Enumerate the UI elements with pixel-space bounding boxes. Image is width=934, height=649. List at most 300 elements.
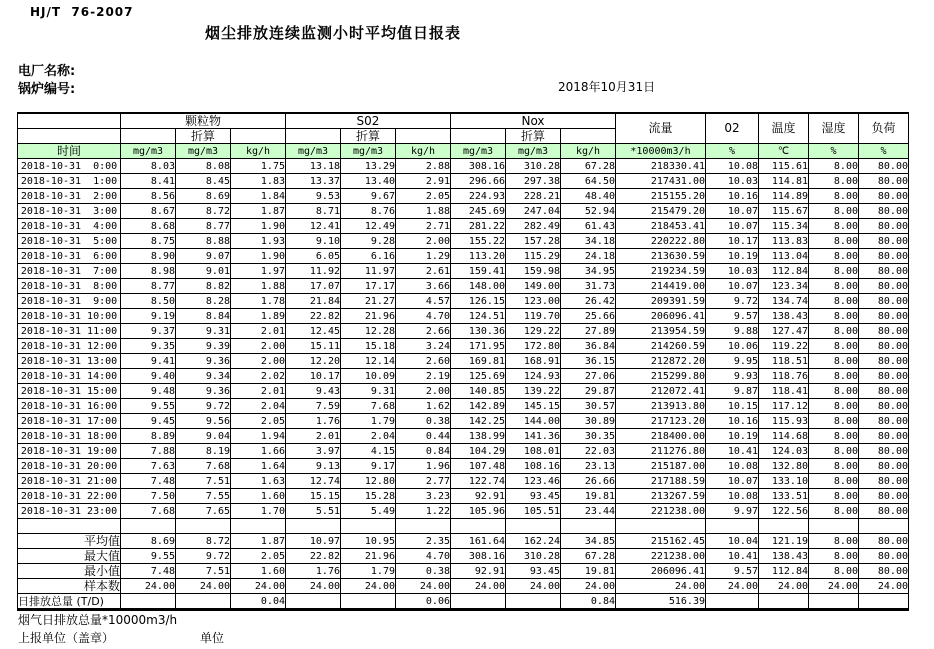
value-cell: 7.63 xyxy=(121,459,176,474)
value-cell: 5.49 xyxy=(341,504,396,519)
time-cell: 2018-10-31 21:00 xyxy=(18,474,121,489)
value-cell: 171.95 xyxy=(451,339,506,354)
value-cell: 7.48 xyxy=(121,474,176,489)
value-cell: 1.97 xyxy=(231,264,286,279)
value-cell: 9.17 xyxy=(341,459,396,474)
value-cell: 1.96 xyxy=(396,459,451,474)
value-cell: 114.81 xyxy=(759,174,809,189)
value-cell: 80.00 xyxy=(859,234,909,249)
summary-value-cell: 24.00 xyxy=(341,579,396,594)
value-cell: 7.68 xyxy=(176,459,231,474)
header-unit: % xyxy=(706,144,759,159)
summary-value-cell: 1.79 xyxy=(341,564,396,579)
value-cell: 27.89 xyxy=(561,324,616,339)
value-cell: 1.87 xyxy=(231,204,286,219)
value-cell: 15.11 xyxy=(286,339,341,354)
value-cell: 124.03 xyxy=(759,444,809,459)
data-row xyxy=(18,429,909,444)
value-cell: 296.66 xyxy=(451,174,506,189)
value-cell: 6.16 xyxy=(341,249,396,264)
value-cell: 8.00 xyxy=(809,234,859,249)
summary-value-cell: 24.00 xyxy=(706,579,759,594)
value-cell: 10.07 xyxy=(706,204,759,219)
summary-value-cell xyxy=(121,594,176,610)
value-cell: 10.16 xyxy=(706,189,759,204)
value-cell: 9.55 xyxy=(121,399,176,414)
value-cell: 1.64 xyxy=(231,459,286,474)
value-cell: 2.04 xyxy=(231,399,286,414)
value-cell: 80.00 xyxy=(859,279,909,294)
spacer-cell xyxy=(809,519,859,534)
value-cell: 26.66 xyxy=(561,474,616,489)
value-cell: 3.23 xyxy=(396,489,451,504)
value-cell: 9.40 xyxy=(121,369,176,384)
value-cell: 0.44 xyxy=(396,429,451,444)
spacer-cell xyxy=(341,519,396,534)
value-cell: 9.37 xyxy=(121,324,176,339)
value-cell: 10.41 xyxy=(706,444,759,459)
summary-value-cell: 8.00 xyxy=(809,564,859,579)
value-cell: 217431.00 xyxy=(616,174,706,189)
value-cell: 155.22 xyxy=(451,234,506,249)
value-cell: 2.02 xyxy=(231,369,286,384)
value-cell: 80.00 xyxy=(859,489,909,504)
value-cell: 219234.59 xyxy=(616,264,706,279)
value-cell: 93.45 xyxy=(506,489,561,504)
header-empty-cell xyxy=(121,129,176,144)
value-cell: 115.93 xyxy=(759,414,809,429)
value-cell: 218400.00 xyxy=(616,429,706,444)
value-cell: 3.66 xyxy=(396,279,451,294)
value-cell: 13.37 xyxy=(286,174,341,189)
data-row xyxy=(18,489,909,504)
value-cell: 138.43 xyxy=(759,309,809,324)
time-cell: 2018-10-31 17:00 xyxy=(18,414,121,429)
value-cell: 80.00 xyxy=(859,399,909,414)
value-cell: 61.43 xyxy=(561,219,616,234)
value-cell: 21.84 xyxy=(286,294,341,309)
value-cell: 209391.59 xyxy=(616,294,706,309)
value-cell: 113.20 xyxy=(451,249,506,264)
value-cell: 2.01 xyxy=(286,429,341,444)
value-cell: 9.04 xyxy=(176,429,231,444)
value-cell: 144.00 xyxy=(506,414,561,429)
value-cell: 8.98 xyxy=(121,264,176,279)
value-cell: 11.97 xyxy=(341,264,396,279)
summary-value-cell: 92.91 xyxy=(451,564,506,579)
data-row xyxy=(18,249,909,264)
value-cell: 10.19 xyxy=(706,249,759,264)
value-cell: 9.72 xyxy=(706,294,759,309)
value-cell: 122.56 xyxy=(759,504,809,519)
value-cell: 8.00 xyxy=(809,414,859,429)
value-cell: 213954.59 xyxy=(616,324,706,339)
value-cell: 218453.41 xyxy=(616,219,706,234)
value-cell: 140.85 xyxy=(451,384,506,399)
summary-value-cell xyxy=(341,594,396,610)
value-cell: 80.00 xyxy=(859,354,909,369)
data-row xyxy=(18,369,909,384)
value-cell: 10.08 xyxy=(706,489,759,504)
value-cell: 8.19 xyxy=(176,444,231,459)
header-empty-cell xyxy=(396,129,451,144)
spacer-cell xyxy=(18,519,121,534)
data-row xyxy=(18,384,909,399)
value-cell: 168.91 xyxy=(506,354,561,369)
value-cell: 67.28 xyxy=(561,159,616,174)
value-cell: 8.77 xyxy=(176,219,231,234)
value-cell: 8.00 xyxy=(809,219,859,234)
value-cell: 1.75 xyxy=(231,159,286,174)
value-cell: 23.44 xyxy=(561,504,616,519)
summary-value-cell: 24.00 xyxy=(506,579,561,594)
summary-value-cell xyxy=(809,594,859,610)
data-row xyxy=(18,234,909,249)
value-cell: 8.00 xyxy=(809,174,859,189)
summary-value-cell: 8.72 xyxy=(176,534,231,549)
summary-value-cell: 10.41 xyxy=(706,549,759,564)
value-cell: 26.42 xyxy=(561,294,616,309)
summary-value-cell: 310.28 xyxy=(506,549,561,564)
value-cell: 113.04 xyxy=(759,249,809,264)
value-cell: 123.00 xyxy=(506,294,561,309)
value-cell: 115.34 xyxy=(759,219,809,234)
data-row xyxy=(18,279,909,294)
value-cell: 8.00 xyxy=(809,204,859,219)
value-cell: 8.00 xyxy=(809,369,859,384)
summary-value-cell: 0.84 xyxy=(561,594,616,610)
summary-value-cell: 206096.41 xyxy=(616,564,706,579)
value-cell: 8.50 xyxy=(121,294,176,309)
summary-value-cell: 22.82 xyxy=(286,549,341,564)
spacer-cell xyxy=(176,519,231,534)
summary-value-cell: 4.70 xyxy=(396,549,451,564)
value-cell: 217188.59 xyxy=(616,474,706,489)
header-unit: kg/h xyxy=(231,144,286,159)
summary-row xyxy=(18,564,909,579)
value-cell: 80.00 xyxy=(859,474,909,489)
summary-value-cell xyxy=(859,594,909,610)
value-cell: 80.00 xyxy=(859,459,909,474)
value-cell: 119.22 xyxy=(759,339,809,354)
time-cell: 2018-10-31 13:00 xyxy=(18,354,121,369)
time-cell: 2018-10-31 20:00 xyxy=(18,459,121,474)
value-cell: 134.74 xyxy=(759,294,809,309)
value-cell: 133.10 xyxy=(759,474,809,489)
header-unit-celsius: ℃ xyxy=(759,144,809,159)
value-cell: 80.00 xyxy=(859,264,909,279)
value-cell: 12.45 xyxy=(286,324,341,339)
value-cell: 17.07 xyxy=(286,279,341,294)
summary-label: 平均值 xyxy=(18,534,121,549)
value-cell: 108.01 xyxy=(506,444,561,459)
header-empty-cell xyxy=(451,129,506,144)
data-row xyxy=(18,354,909,369)
spacer-cell xyxy=(451,519,506,534)
time-cell: 2018-10-31 18:00 xyxy=(18,429,121,444)
value-cell: 212872.20 xyxy=(616,354,706,369)
value-cell: 1.78 xyxy=(231,294,286,309)
header-unit: mg/m3 xyxy=(286,144,341,159)
value-cell: 7.68 xyxy=(341,399,396,414)
value-cell: 112.84 xyxy=(759,264,809,279)
value-cell: 15.28 xyxy=(341,489,396,504)
value-cell: 9.13 xyxy=(286,459,341,474)
value-cell: 2.66 xyxy=(396,324,451,339)
value-cell: 80.00 xyxy=(859,324,909,339)
header-temperature: 温度 xyxy=(759,113,809,144)
value-cell: 2.00 xyxy=(231,339,286,354)
value-cell: 3.97 xyxy=(286,444,341,459)
value-cell: 8.75 xyxy=(121,234,176,249)
value-cell: 15.15 xyxy=(286,489,341,504)
value-cell: 8.00 xyxy=(809,264,859,279)
value-cell: 22.82 xyxy=(286,309,341,324)
value-cell: 9.95 xyxy=(706,354,759,369)
summary-value-cell: 1.87 xyxy=(231,534,286,549)
report-date: 2018年10月31日 xyxy=(558,80,656,94)
data-row xyxy=(18,189,909,204)
summary-value-cell: 93.45 xyxy=(506,564,561,579)
value-cell: 27.06 xyxy=(561,369,616,384)
value-cell: 104.29 xyxy=(451,444,506,459)
value-cell: 125.69 xyxy=(451,369,506,384)
value-cell: 1.90 xyxy=(231,219,286,234)
value-cell: 12.14 xyxy=(341,354,396,369)
header-unit: % xyxy=(859,144,909,159)
summary-value-cell: 21.96 xyxy=(341,549,396,564)
summary-value-cell: 1.60 xyxy=(231,564,286,579)
value-cell: 213267.59 xyxy=(616,489,706,504)
value-cell: 12.74 xyxy=(286,474,341,489)
value-cell: 21.27 xyxy=(341,294,396,309)
value-cell: 8.00 xyxy=(809,309,859,324)
value-cell: 8.00 xyxy=(809,324,859,339)
value-cell: 107.48 xyxy=(451,459,506,474)
summary-value-cell: 10.95 xyxy=(341,534,396,549)
value-cell: 114.68 xyxy=(759,429,809,444)
header-empty-cell xyxy=(561,129,616,144)
value-cell: 224.93 xyxy=(451,189,506,204)
value-cell: 1.63 xyxy=(231,474,286,489)
spacer-cell xyxy=(396,519,451,534)
value-cell: 8.00 xyxy=(809,279,859,294)
value-cell: 1.70 xyxy=(231,504,286,519)
value-cell: 11.92 xyxy=(286,264,341,279)
value-cell: 80.00 xyxy=(859,504,909,519)
value-cell: 9.41 xyxy=(121,354,176,369)
summary-value-cell: 24.00 xyxy=(231,579,286,594)
value-cell: 215479.20 xyxy=(616,204,706,219)
summary-value-cell: 0.38 xyxy=(396,564,451,579)
data-row xyxy=(18,474,909,489)
spacer-cell xyxy=(759,519,809,534)
value-cell: 108.16 xyxy=(506,459,561,474)
summary-label: 日排放总量 (T/D) xyxy=(18,594,121,610)
value-cell: 133.51 xyxy=(759,489,809,504)
value-cell: 8.71 xyxy=(286,204,341,219)
value-cell: 105.51 xyxy=(506,504,561,519)
data-row xyxy=(18,444,909,459)
header-group-so2: S02 xyxy=(286,113,451,129)
value-cell: 145.15 xyxy=(506,399,561,414)
value-cell: 80.00 xyxy=(859,174,909,189)
table-body xyxy=(18,159,909,610)
summary-value-cell: 0.04 xyxy=(231,594,286,610)
header-row-units xyxy=(18,144,909,159)
summary-value-cell: 10.97 xyxy=(286,534,341,549)
data-row xyxy=(18,399,909,414)
value-cell: 9.01 xyxy=(176,264,231,279)
header-unit: mg/m3 xyxy=(506,144,561,159)
data-row xyxy=(18,219,909,234)
value-cell: 2.61 xyxy=(396,264,451,279)
header-row-groups xyxy=(18,113,909,129)
time-cell: 2018-10-31 7:00 xyxy=(18,264,121,279)
summary-value-cell: 67.28 xyxy=(561,549,616,564)
value-cell: 8.56 xyxy=(121,189,176,204)
summary-value-cell: 1.76 xyxy=(286,564,341,579)
value-cell: 281.22 xyxy=(451,219,506,234)
summary-value-cell: 9.55 xyxy=(121,549,176,564)
value-cell: 30.35 xyxy=(561,429,616,444)
value-cell: 117.12 xyxy=(759,399,809,414)
header-converted: 折算 xyxy=(506,129,561,144)
value-cell: 80.00 xyxy=(859,369,909,384)
value-cell: 118.41 xyxy=(759,384,809,399)
time-cell: 2018-10-31 0:00 xyxy=(18,159,121,174)
value-cell: 30.89 xyxy=(561,414,616,429)
summary-value-cell: 24.00 xyxy=(176,579,231,594)
summary-value-cell: 80.00 xyxy=(859,534,909,549)
value-cell: 12.49 xyxy=(341,219,396,234)
value-cell: 130.36 xyxy=(451,324,506,339)
time-cell: 2018-10-31 6:00 xyxy=(18,249,121,264)
value-cell: 9.57 xyxy=(706,309,759,324)
value-cell: 9.97 xyxy=(706,504,759,519)
summary-value-cell: 7.51 xyxy=(176,564,231,579)
value-cell: 206096.41 xyxy=(616,309,706,324)
flue-total-note: 烟气日排放总量*10000m3/h xyxy=(18,613,178,627)
summary-value-cell: 24.00 xyxy=(121,579,176,594)
spacer-cell xyxy=(616,519,706,534)
value-cell: 245.69 xyxy=(451,204,506,219)
value-cell: 4.57 xyxy=(396,294,451,309)
data-row xyxy=(18,504,909,519)
summary-value-cell: 112.84 xyxy=(759,564,809,579)
time-cell: 2018-10-31 22:00 xyxy=(18,489,121,504)
header-converted: 折算 xyxy=(176,129,231,144)
summary-value-cell: 0.06 xyxy=(396,594,451,610)
header-empty-cell xyxy=(18,129,121,144)
summary-value-cell xyxy=(286,594,341,610)
value-cell: 217123.20 xyxy=(616,414,706,429)
spacer-cell xyxy=(706,519,759,534)
summary-row xyxy=(18,534,909,549)
value-cell: 1.88 xyxy=(396,204,451,219)
value-cell: 9.19 xyxy=(121,309,176,324)
summary-value-cell xyxy=(451,594,506,610)
value-cell: 80.00 xyxy=(859,444,909,459)
header-empty-cell xyxy=(286,129,341,144)
data-row xyxy=(18,339,909,354)
value-cell: 124.51 xyxy=(451,309,506,324)
summary-value-cell: 138.43 xyxy=(759,549,809,564)
value-cell: 9.88 xyxy=(706,324,759,339)
value-cell: 169.81 xyxy=(451,354,506,369)
summary-value-cell: 34.85 xyxy=(561,534,616,549)
header-unit: kg/h xyxy=(396,144,451,159)
value-cell: 2.01 xyxy=(231,384,286,399)
value-cell: 2.71 xyxy=(396,219,451,234)
value-cell: 8.45 xyxy=(176,174,231,189)
value-cell: 221238.00 xyxy=(616,504,706,519)
value-cell: 8.08 xyxy=(176,159,231,174)
value-cell: 30.57 xyxy=(561,399,616,414)
value-cell: 10.19 xyxy=(706,429,759,444)
value-cell: 122.74 xyxy=(451,474,506,489)
plant-name-label: 电厂名称: xyxy=(18,64,76,79)
value-cell: 1.93 xyxy=(231,234,286,249)
summary-value-cell: 7.48 xyxy=(121,564,176,579)
value-cell: 148.00 xyxy=(451,279,506,294)
summary-value-cell: 24.00 xyxy=(859,579,909,594)
value-cell: 1.29 xyxy=(396,249,451,264)
value-cell: 52.94 xyxy=(561,204,616,219)
value-cell: 64.50 xyxy=(561,174,616,189)
spacer-row xyxy=(18,519,909,534)
value-cell: 8.00 xyxy=(809,159,859,174)
value-cell: 8.89 xyxy=(121,429,176,444)
page-title: 烟尘排放连续监测小时平均值日报表 xyxy=(205,24,462,42)
value-cell: 8.77 xyxy=(121,279,176,294)
summary-value-cell: 121.19 xyxy=(759,534,809,549)
value-cell: 9.45 xyxy=(121,414,176,429)
time-cell: 2018-10-31 23:00 xyxy=(18,504,121,519)
value-cell: 8.00 xyxy=(809,489,859,504)
value-cell: 23.13 xyxy=(561,459,616,474)
value-cell: 7.55 xyxy=(176,489,231,504)
value-cell: 34.18 xyxy=(561,234,616,249)
spacer-cell xyxy=(231,519,286,534)
summary-value-cell: 8.00 xyxy=(809,549,859,564)
value-cell: 0.84 xyxy=(396,444,451,459)
summary-label: 最大值 xyxy=(18,549,121,564)
header-o2: 02 xyxy=(706,113,759,144)
summary-value-cell xyxy=(176,594,231,610)
value-cell: 10.15 xyxy=(706,399,759,414)
value-cell: 8.69 xyxy=(176,189,231,204)
value-cell: 13.29 xyxy=(341,159,396,174)
value-cell: 1.66 xyxy=(231,444,286,459)
data-row xyxy=(18,324,909,339)
value-cell: 127.47 xyxy=(759,324,809,339)
value-cell: 9.56 xyxy=(176,414,231,429)
value-cell: 9.53 xyxy=(286,189,341,204)
value-cell: 149.00 xyxy=(506,279,561,294)
summary-value-cell: 24.00 xyxy=(759,579,809,594)
value-cell: 8.03 xyxy=(121,159,176,174)
value-cell: 10.08 xyxy=(706,159,759,174)
value-cell: 1.76 xyxy=(286,414,341,429)
value-cell: 8.00 xyxy=(809,189,859,204)
value-cell: 10.17 xyxy=(286,369,341,384)
value-cell: 80.00 xyxy=(859,204,909,219)
value-cell: 1.89 xyxy=(231,309,286,324)
data-row xyxy=(18,459,909,474)
value-cell: 114.89 xyxy=(759,189,809,204)
value-cell: 172.80 xyxy=(506,339,561,354)
